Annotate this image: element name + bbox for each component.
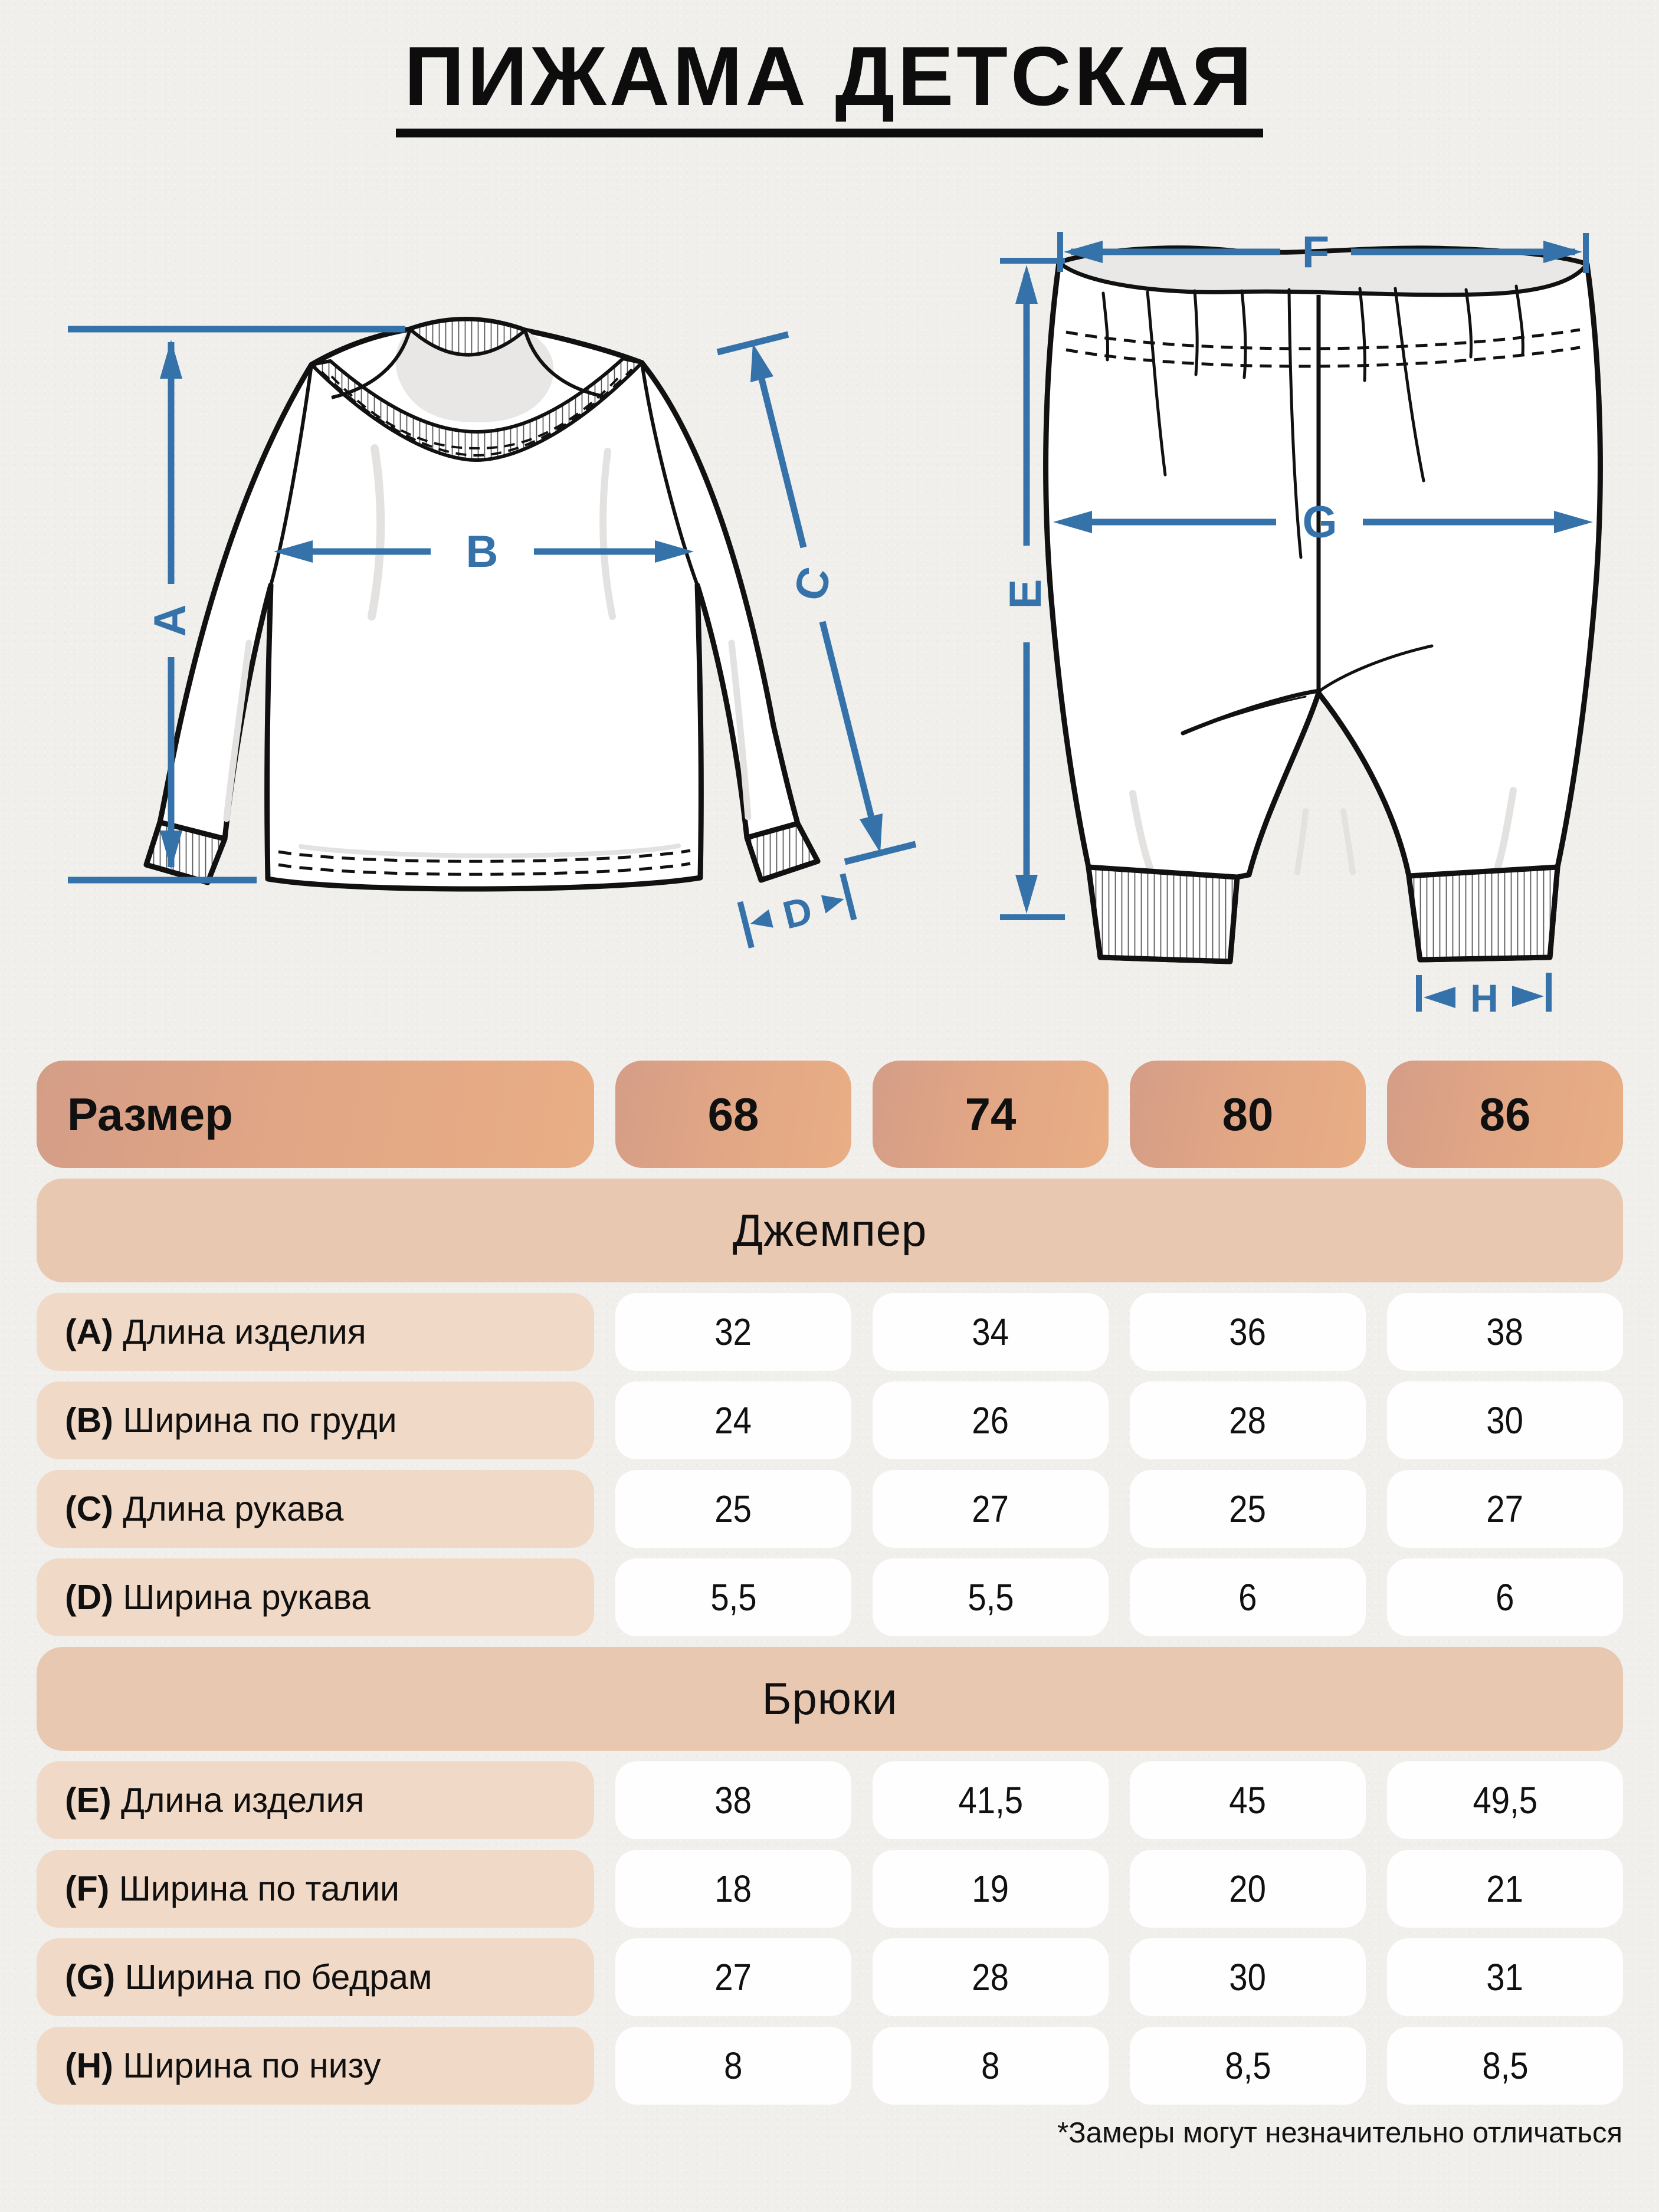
value-cell — [1130, 1470, 1366, 1548]
dim-label-e: E — [1001, 579, 1051, 609]
value-text: 8 — [981, 2044, 1000, 2087]
row-label-cell: (H) Ширина по низу — [37, 2027, 594, 2105]
value-cell — [1387, 1850, 1623, 1928]
row-label-cell: (A) Длина изделия — [37, 1293, 594, 1371]
value-text: 21 — [1486, 1868, 1524, 1910]
value-text: 28 — [972, 1956, 1009, 1998]
dim-label-d: D — [778, 888, 817, 937]
value-cell — [1387, 1293, 1623, 1371]
value-cell — [873, 1761, 1109, 1839]
dim-label-c: C — [784, 562, 841, 606]
value-cell — [1130, 1850, 1366, 1928]
value-cell — [615, 1293, 851, 1371]
value-cell — [615, 1850, 851, 1928]
dim-label-g: G — [1302, 497, 1337, 547]
section-band: Брюки — [37, 1647, 1623, 1751]
pants-outline — [1046, 248, 1601, 961]
value-cell — [615, 1470, 851, 1548]
value-text: 6 — [1238, 1576, 1257, 1619]
value-text: 30 — [1229, 1956, 1267, 1998]
value-cell — [1130, 1381, 1366, 1459]
value-cell — [1130, 1293, 1366, 1371]
value-text: 24 — [714, 1399, 752, 1442]
size-col-header: 86 — [1387, 1061, 1623, 1168]
value-text: 19 — [972, 1868, 1009, 1910]
row-key: (D) — [65, 1578, 113, 1617]
row-label-cell: (G) Ширина по бедрам — [37, 1938, 594, 2016]
value-cell — [873, 2027, 1109, 2105]
value-text: 28 — [1229, 1399, 1267, 1442]
value-cell — [615, 2027, 851, 2105]
footnote: *Замеры могут незначительно отличаться — [1057, 2117, 1622, 2149]
size-col-header: 80 — [1130, 1061, 1366, 1168]
row-label-cell: (D) Ширина рукава — [37, 1558, 594, 1636]
row-label-cell: (E) Длина изделия — [37, 1761, 594, 1839]
value-text: 5,5 — [710, 1576, 757, 1619]
value-text: 41,5 — [958, 1779, 1023, 1822]
value-cell — [1387, 1381, 1623, 1459]
value-cell — [1130, 1558, 1366, 1636]
row-label-cell: (B) Ширина по груди — [37, 1381, 594, 1459]
dimension-h — [1419, 973, 1549, 1012]
value-text: 8,5 — [1481, 2044, 1529, 2087]
pants-cuffs — [1088, 867, 1558, 961]
value-cell — [1130, 1761, 1366, 1839]
value-text: 49,5 — [1473, 1779, 1537, 1822]
row-key: (F) — [65, 1869, 110, 1908]
size-header-cell: Размер — [37, 1061, 594, 1168]
value-cell — [1130, 2027, 1366, 2105]
row-key: (E) — [65, 1781, 112, 1820]
value-cell — [873, 1470, 1109, 1548]
value-text: 18 — [714, 1868, 752, 1910]
page-title-wrap — [0, 31, 1659, 137]
value-text: 8,5 — [1224, 2044, 1271, 2087]
value-cell — [1387, 2027, 1623, 2105]
value-cell — [615, 1558, 851, 1636]
value-text: 5,5 — [967, 1576, 1014, 1619]
value-cell — [1387, 1761, 1623, 1839]
value-text: 20 — [1229, 1868, 1267, 1910]
dim-label-a: A — [145, 604, 195, 637]
jumper-technical-sketch — [53, 254, 985, 1038]
dim-label-b: B — [465, 527, 499, 577]
value-text: 25 — [714, 1488, 752, 1530]
value-text: 27 — [714, 1956, 752, 1998]
size-col-header: 68 — [615, 1061, 851, 1168]
value-text: 25 — [1229, 1488, 1267, 1530]
value-text: 45 — [1229, 1779, 1267, 1822]
value-text: 8 — [724, 2044, 743, 2087]
value-text: 26 — [972, 1399, 1009, 1442]
value-text: 36 — [1229, 1311, 1267, 1353]
row-key: (A) — [65, 1312, 113, 1351]
row-key: (G) — [65, 1958, 116, 1997]
value-cell — [615, 1938, 851, 2016]
value-text: 27 — [1486, 1488, 1524, 1530]
row-label-cell: (C) Длина рукава — [37, 1470, 594, 1548]
value-text: 6 — [1496, 1576, 1514, 1619]
value-cell — [615, 1381, 851, 1459]
value-cell — [1130, 1938, 1366, 2016]
value-cell — [1387, 1470, 1623, 1548]
value-text: 31 — [1486, 1956, 1524, 1998]
value-cell — [1387, 1558, 1623, 1636]
dim-label-f: F — [1301, 227, 1330, 277]
value-cell — [615, 1761, 851, 1839]
dimension-d — [740, 874, 855, 948]
value-text: 38 — [1486, 1311, 1524, 1353]
size-col-header: 74 — [873, 1061, 1109, 1168]
value-cell — [873, 1850, 1109, 1928]
dim-label-h: H — [1470, 976, 1499, 1012]
row-key: (B) — [65, 1401, 113, 1440]
value-cell — [873, 1558, 1109, 1636]
row-key: (H) — [65, 2046, 113, 2085]
value-cell — [1387, 1938, 1623, 2016]
size-table — [37, 1061, 1623, 2105]
value-text: 32 — [714, 1311, 752, 1353]
row-label-cell: (F) Ширина по талии — [37, 1850, 594, 1928]
page-title: ПИЖАМА ДЕТСКАЯ — [396, 31, 1263, 137]
row-key: (C) — [65, 1489, 113, 1528]
value-text: 34 — [972, 1311, 1009, 1353]
value-text: 30 — [1486, 1399, 1524, 1442]
value-text: 38 — [714, 1779, 752, 1822]
value-cell — [873, 1938, 1109, 2016]
pants-technical-sketch — [982, 227, 1643, 1012]
value-cell — [873, 1381, 1109, 1459]
section-band: Джемпер — [37, 1179, 1623, 1282]
value-text: 27 — [972, 1488, 1009, 1530]
value-cell — [873, 1293, 1109, 1371]
